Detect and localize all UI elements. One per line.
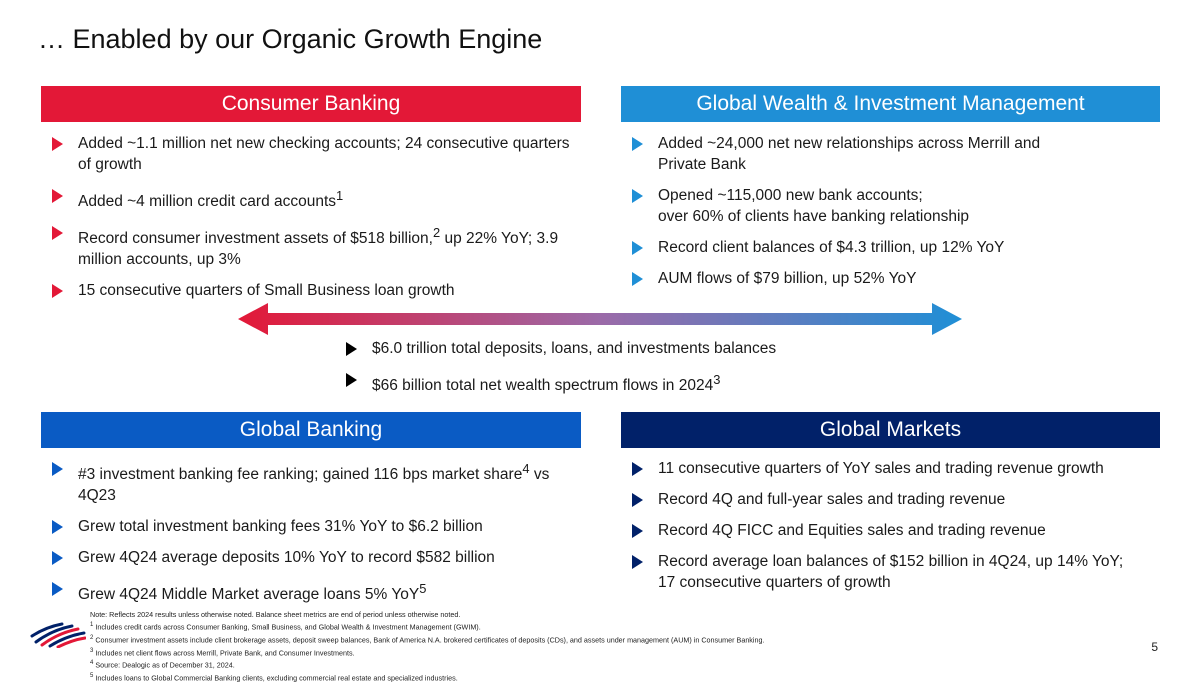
triangle-bullet-icon [632,493,643,507]
footnote-item: $^5$ Includes loans to Global Commercial Banking clients, excluding commercial real estate and specialized industries. [90,673,458,683]
triangle-bullet-icon [52,520,63,534]
page-title: … Enabled by our Organic Growth Engine [38,24,543,54]
list-item: 11 consecutive quarters of YoY sales and trading revenue growth [621,458,1151,479]
triangle-bullet-icon [632,272,643,286]
list-item: AUM flows of $79 billion, up 52% YoY [621,268,1151,289]
footnotes [90,610,990,684]
list-item: Record average loan balances of $152 billion in 4Q24, up 14% YoY; 17 consecutive quarters of growth [621,551,1151,593]
list-item: Record 4Q and full-year sales and trading revenue [621,489,1151,510]
footnote-item: $^3$ Includes net client flows across Merrill, Private Bank, and Consumer Investments. [90,647,355,658]
list-item: Grew 4Q24 Middle Market average loans 5% YoY$^5$ [41,578,581,605]
footnote-item: $^2$ Consumer investment assets include client brokerage assets, deposit sweep balances, Bank of America N.A. brokered certificates of deposits (CDs), and assets under management (AUM) in Consumer Banking. [90,634,765,645]
list-item: $66 billion total net wealth spectrum flows in 2024$^3$ [335,369,855,396]
global-banking-list [41,458,581,615]
double-headed-arrow-icon [238,302,962,336]
gwim-header: Global Wealth & Investment Management [621,86,1160,122]
list-item: 15 consecutive quarters of Small Business loan growth [41,280,581,301]
page-number: 5 [1151,640,1158,654]
list-item: Record 4Q FICC and Equities sales and trading revenue [621,520,1151,541]
triangle-bullet-icon [632,189,643,203]
footnote-ref: 1 [336,188,344,203]
list-item: $6.0 trillion total deposits, loans, and investments balances [335,338,855,359]
list-item: Record client balances of $4.3 trillion, up 12% YoY [621,237,1151,258]
list-item: Record consumer investment assets of $518 billion,$^2$ up 22% YoY; 3.9 million accounts, up 3% [41,222,581,270]
footnote-item: $^1$ Includes credit cards across Consumer Banking, Small Business, and Global Wealth & Investment Management (GWIM). [90,622,481,632]
triangle-bullet-icon [632,524,643,538]
consumer-banking-list [41,133,581,311]
footnote-note: Note: Reflects 2024 results unless otherwise noted. Balance sheet metrics are end of period unless otherwise noted. [90,610,461,619]
triangle-bullet-icon [346,373,357,387]
triangle-bullet-icon [52,582,63,596]
global-markets-list [621,458,1151,603]
triangle-bullet-icon [52,284,63,298]
consumer-banking-header: Consumer Banking [41,86,581,122]
footnote-item: $^4$ Source: Dealogic as of December 31, 2024. [90,660,235,670]
footnote-ref: 2 [432,225,441,241]
organic-growth-summary-list [335,338,855,406]
triangle-bullet-icon [632,462,643,476]
triangle-bullet-icon [632,555,643,569]
list-item: Added ~24,000 net new relationships across Merrill and Private Bank [621,133,1151,175]
triangle-bullet-icon [52,189,63,203]
triangle-bullet-icon [52,226,63,240]
list-item: Opened ~115,000 new bank accounts; over 60% of clients have banking relationship [621,185,1151,227]
bank-flag-logo-icon [30,622,86,648]
list-item: #3 investment banking fee ranking; gained 116 bps market share$^4$ vs 4Q23 [41,458,581,506]
list-item: Grew 4Q24 average deposits 10% YoY to record $582 billion [41,547,581,568]
footnote-ref: 3 [713,372,721,387]
triangle-bullet-icon [52,551,63,565]
footnote-ref: 5 [419,581,427,597]
triangle-bullet-icon [632,137,643,151]
list-item: Added ~1.1 million net new checking accounts; 24 consecutive quarters of growth [41,133,581,175]
global-markets-header: Global Markets [621,412,1160,448]
footnote-ref: 4 [522,461,530,476]
triangle-bullet-icon [346,342,357,356]
triangle-bullet-icon [632,241,643,255]
triangle-bullet-icon [52,137,63,151]
global-banking-header: Global Banking [41,412,581,448]
list-item: Added ~4 million credit card accounts$^1$ [41,185,581,212]
triangle-bullet-icon [52,462,63,476]
gwim-list [621,133,1151,299]
list-item: Grew total investment banking fees 31% YoY to $6.2 billion [41,516,581,537]
